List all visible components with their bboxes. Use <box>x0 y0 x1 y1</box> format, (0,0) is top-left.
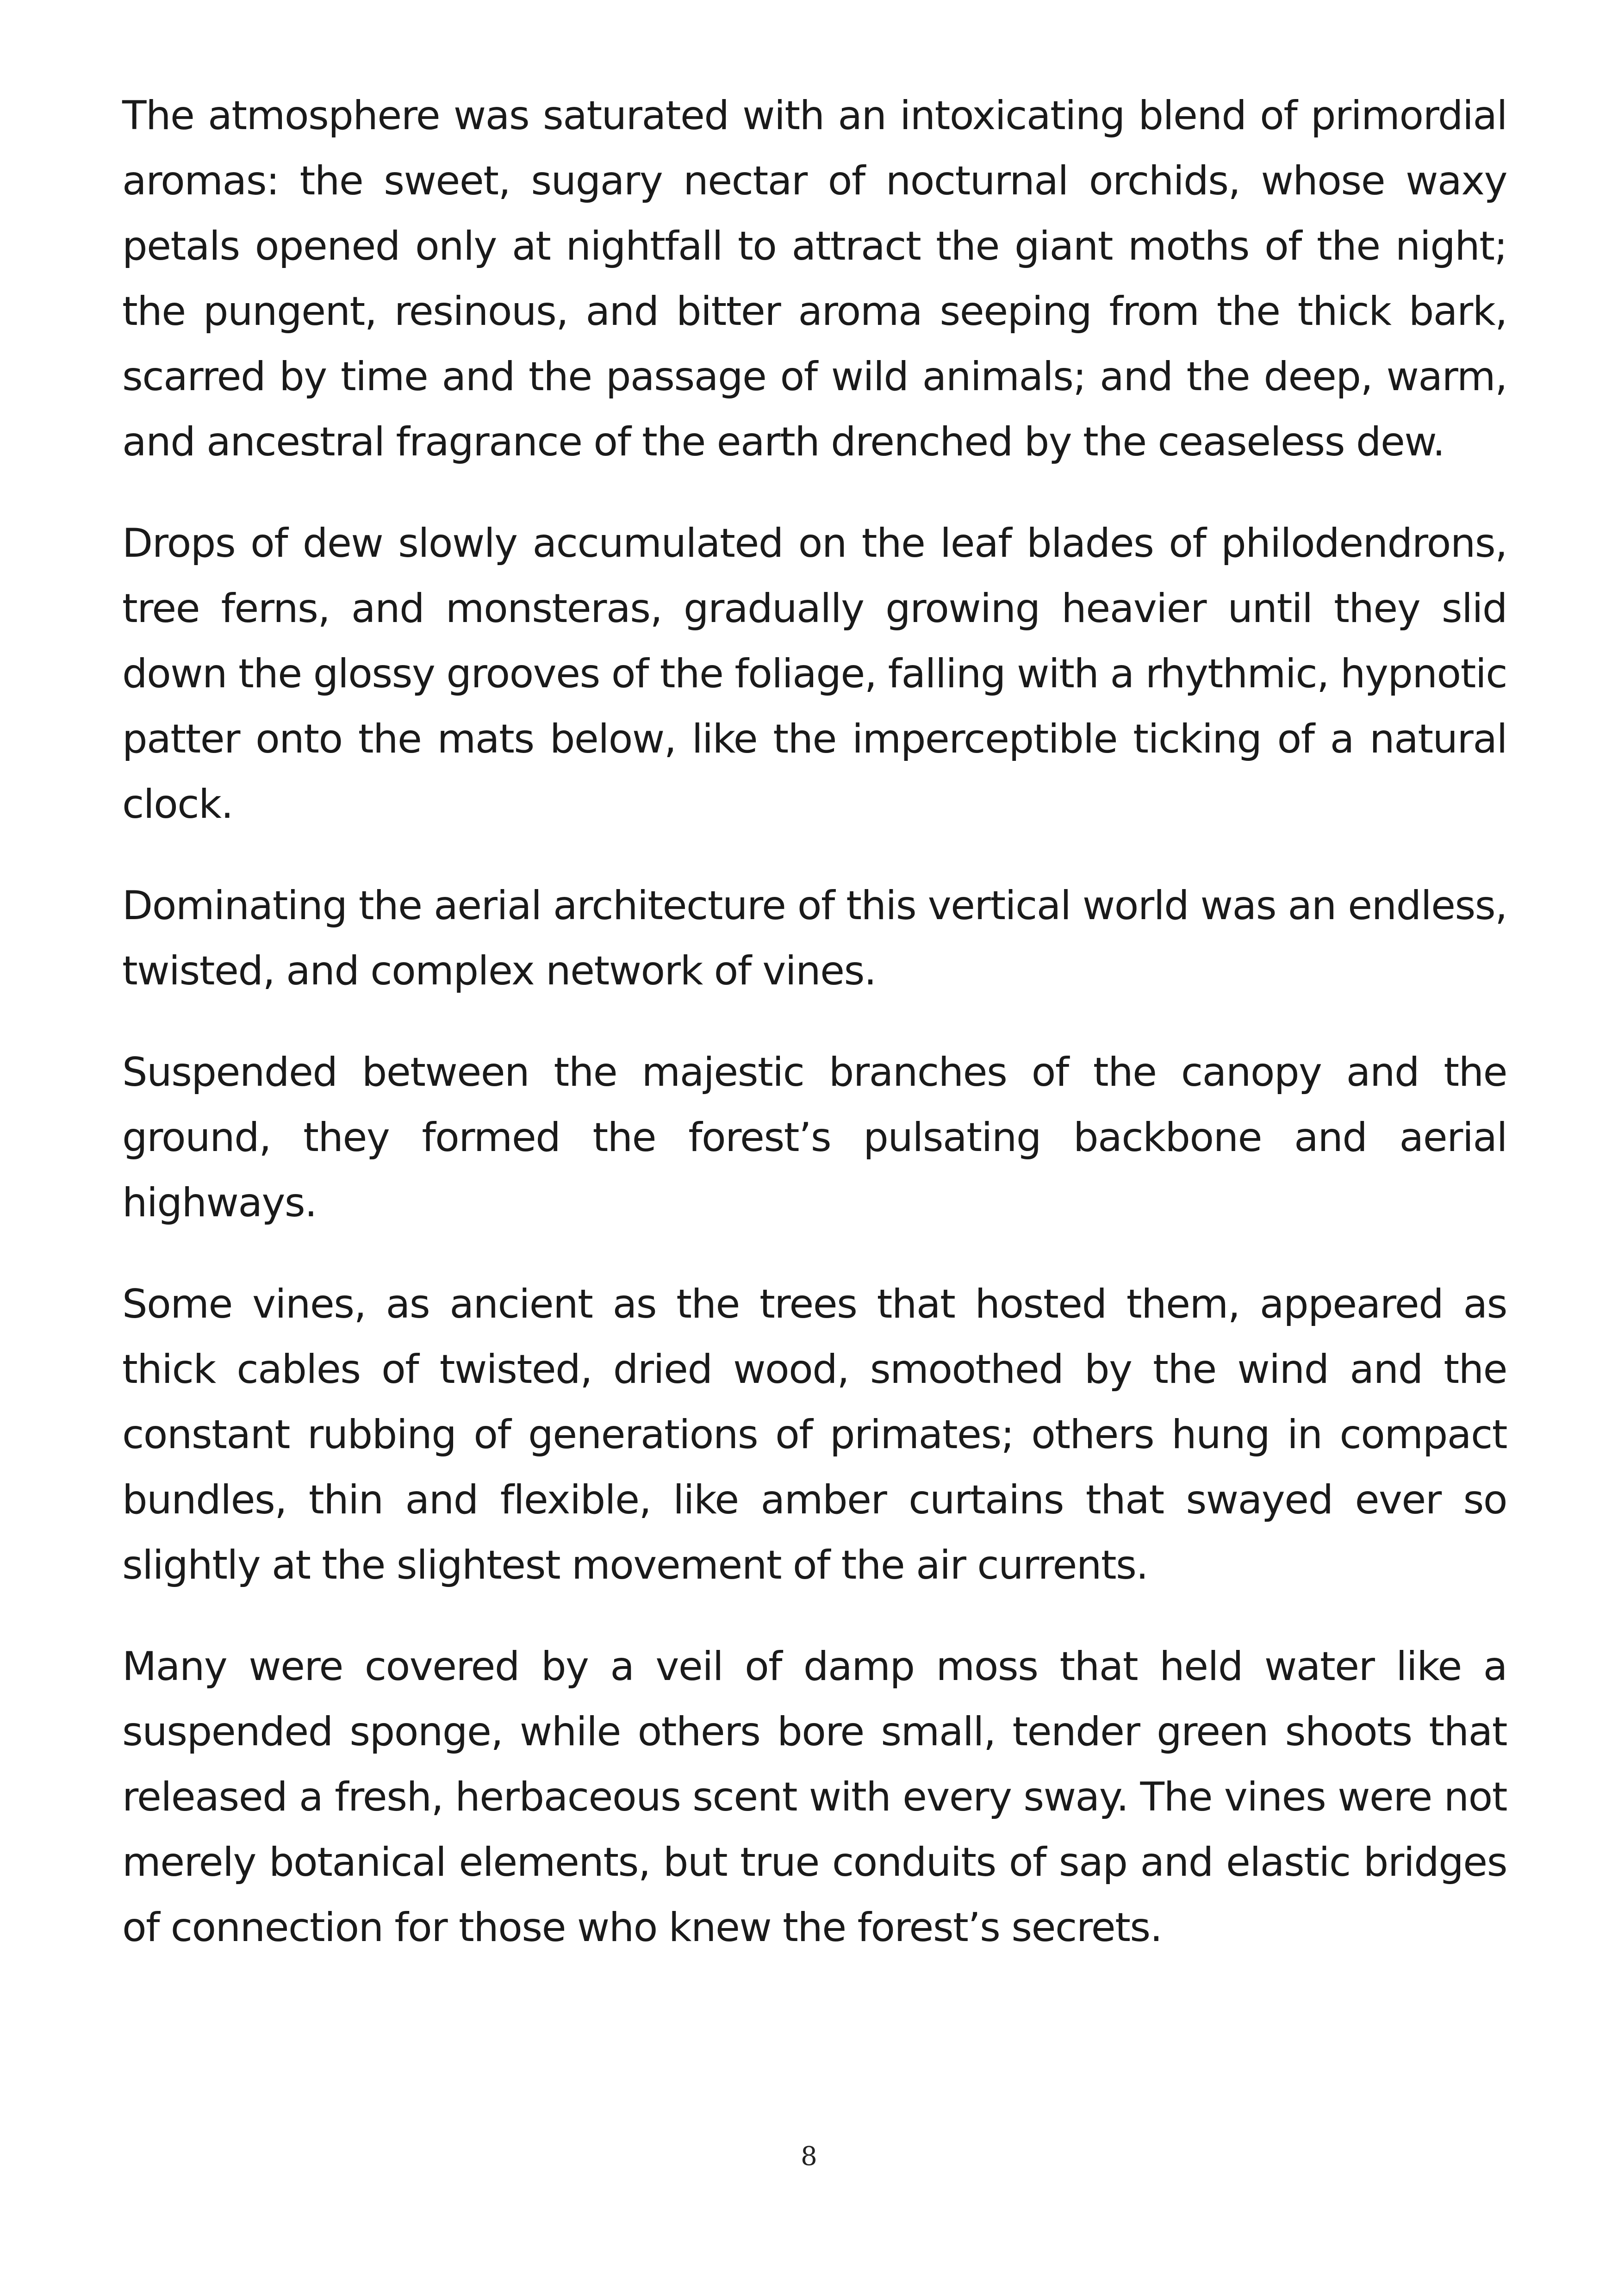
paragraph-3: Dominating the aerial architecture of this vertical world was an endless, twisted, and complex network of vines. <box>122 883 1507 994</box>
page-number: 8 <box>801 2141 817 2172</box>
paragraph-5: Some vines, as ancient as the trees that hosted them, appeared as thick cables of twisted, dried wood, smoothed by the wind and the constant rubbing of generations of primates; others hung in compact bundles, thin and flexible, like amber curtains that swayed ever so slightly at the slightest movement of the air currents. <box>122 1281 1507 1588</box>
paragraph-2: Drops of dew slowly accumulated on the leaf blades of philodendrons, tree ferns, and monsteras, gradually growing heavier until they slid down the glossy grooves of the foliage, falling with a rhythmic, hypnotic patter onto the mats below, like the imperceptible ticking of a natural clock. <box>122 520 1507 828</box>
body-text <box>122 83 1507 1997</box>
paragraph-6: Many were covered by a veil of damp moss that held water like a suspended sponge, while others bore small, tender green shoots that released a fresh, herbaceous scent with every sway. The vines were not merely botanical elements, but true conduits of sap and elastic bridges of connection for those who knew the forest’s secrets. <box>122 1643 1507 1951</box>
paragraph-4: Suspended between the majestic branches of the canopy and the ground, they formed the forest’s pulsating backbone and aerial highways. <box>122 1049 1507 1226</box>
paragraph-1: The atmosphere was saturated with an intoxicating blend of primordial aromas: the sweet, sugary nectar of nocturnal orchids, whose waxy petals opened only at nightfall to attract the giant moths of the night; the pungent, resinous, and bitter aroma seeping from the thick bark, scarred by time and the passage of wild animals; and the deep, warm, and ancestral fragrance of the earth drenched by the ceaseless dew. <box>122 93 1507 465</box>
